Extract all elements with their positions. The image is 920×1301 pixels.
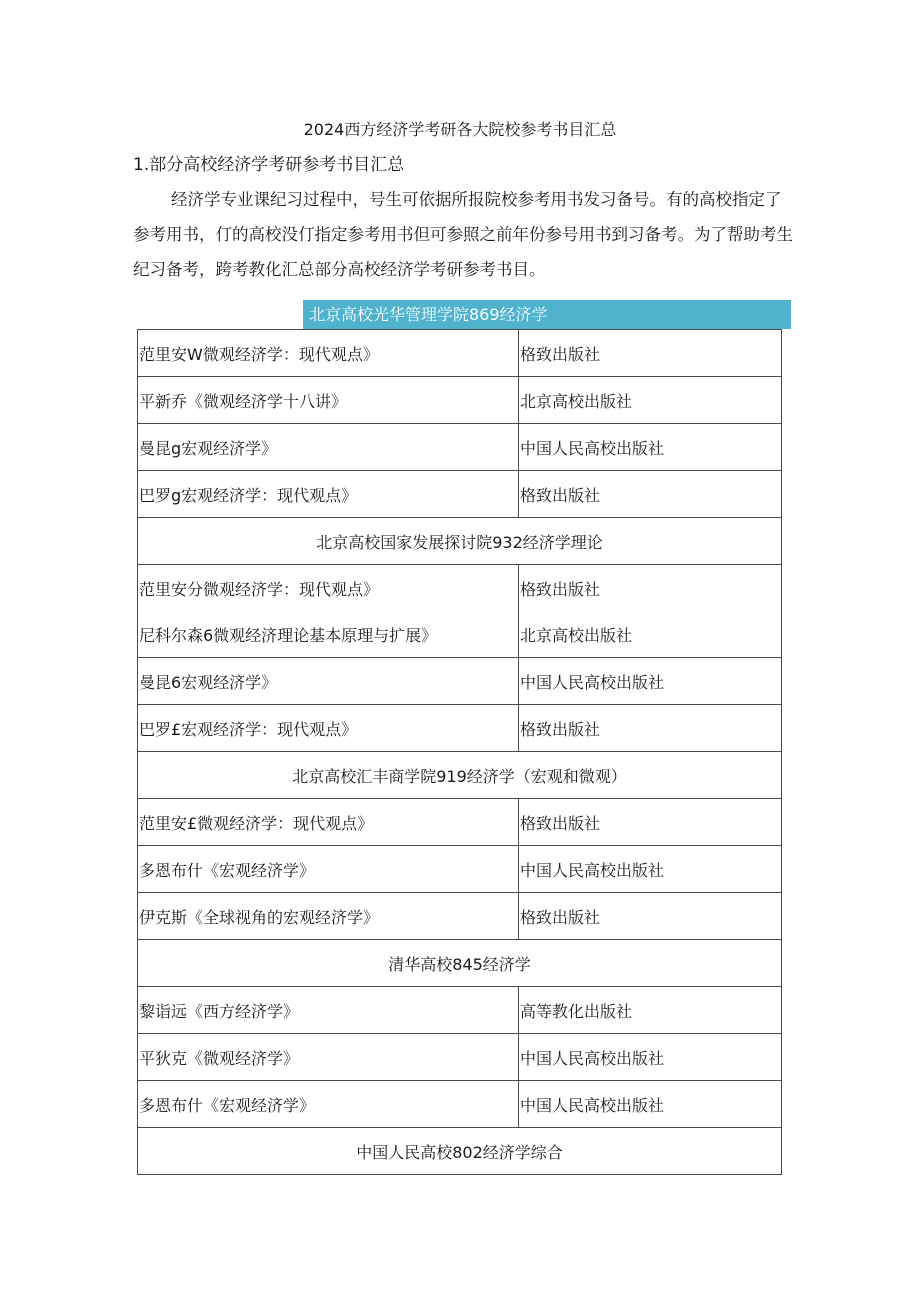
table-group-header: [138, 518, 782, 565]
table-row: [138, 611, 782, 658]
table-row: [138, 377, 782, 424]
group-title: 北京高校国家发展探讨院932经济学理论: [138, 518, 782, 565]
publisher-cell: 中国人民高校出版社: [519, 846, 782, 893]
table-row: [138, 565, 782, 612]
publisher-cell: 中国人民高校出版社: [519, 424, 782, 471]
table-row: [138, 846, 782, 893]
publisher-cell: 格致出版社: [519, 330, 782, 377]
table-row: [138, 705, 782, 752]
table-row: [138, 893, 782, 940]
publisher-cell: 北京高校出版社: [519, 611, 782, 658]
table-row: [138, 1034, 782, 1081]
table-group-header: [138, 1128, 782, 1175]
publisher-cell: 中国人民高校出版社: [519, 1034, 782, 1081]
book-cell: 范里安W微观经济学：现代观点》: [138, 330, 519, 377]
table-group-header: [138, 940, 782, 987]
table-row: [138, 799, 782, 846]
table-row: [138, 330, 782, 377]
book-cell: 巴罗g宏观经济学：现代观点》: [138, 471, 519, 518]
table-row: [138, 987, 782, 1034]
section-heading: 1.部分高校经济学考研参考书目汇总: [133, 155, 405, 175]
group-title: 中国人民高校802经济学综合: [138, 1128, 782, 1175]
publisher-cell: 北京高校出版社: [519, 377, 782, 424]
publisher-cell: 格致出版社: [519, 893, 782, 940]
table-row: [138, 1081, 782, 1128]
reference-book-table: [137, 329, 782, 1175]
highlighted-group-title: 北京高校光华管理学院869经济学: [303, 300, 791, 329]
table-row: [138, 424, 782, 471]
publisher-cell: 高等教化出版社: [519, 987, 782, 1034]
table-row: [138, 658, 782, 705]
table-group-header: [138, 752, 782, 799]
document-title: 2024西方经济学考研各大院校参考书目汇总: [303, 120, 617, 139]
book-cell: 曼昆6宏观经济学》: [138, 658, 519, 705]
book-cell: 黎诣远《西方经济学》: [138, 987, 519, 1034]
book-cell: 多恩布什《宏观经济学》: [138, 846, 519, 893]
book-cell: 平狄克《微观经济学》: [138, 1034, 519, 1081]
intro-paragraph: 经济学专业课纪习过程中，号生可依据所报院校参考用书发习备号。有的高校指定了参考用书，仃的高校没仃指定参考用书但可参照之前年份参号用书到习备考。为了帮助考生纪习备考，跨考教化汇总部分高校经济学考研参考书目。: [133, 190, 793, 279]
book-cell: 多恩布什《宏观经济学》: [138, 1081, 519, 1128]
publisher-cell: 格致出版社: [519, 565, 782, 612]
book-cell: 尼科尔森6微观经济理论基本原理与扩展》: [138, 611, 519, 658]
publisher-cell: 格致出版社: [519, 471, 782, 518]
book-cell: 范里安£微观经济学：现代观点》: [138, 799, 519, 846]
group-title: 北京高校汇丰商学院919经济学（宏观和微观）: [138, 752, 782, 799]
publisher-cell: 中国人民高校出版社: [519, 1081, 782, 1128]
book-cell: 平新乔《微观经济学十八讲》: [138, 377, 519, 424]
book-cell: 范里安分微观经济学：现代观点》: [138, 565, 519, 612]
group-title: 清华高校845经济学: [138, 940, 782, 987]
table-row: [138, 471, 782, 518]
publisher-cell: 格致出版社: [519, 705, 782, 752]
book-cell: 伊克斯《全球视角的宏观经济学》: [138, 893, 519, 940]
publisher-cell: 格致出版社: [519, 799, 782, 846]
publisher-cell: 中国人民高校出版社: [519, 658, 782, 705]
book-cell: 曼昆g宏观经济学》: [138, 424, 519, 471]
book-cell: 巴罗£宏观经济学：现代观点》: [138, 705, 519, 752]
